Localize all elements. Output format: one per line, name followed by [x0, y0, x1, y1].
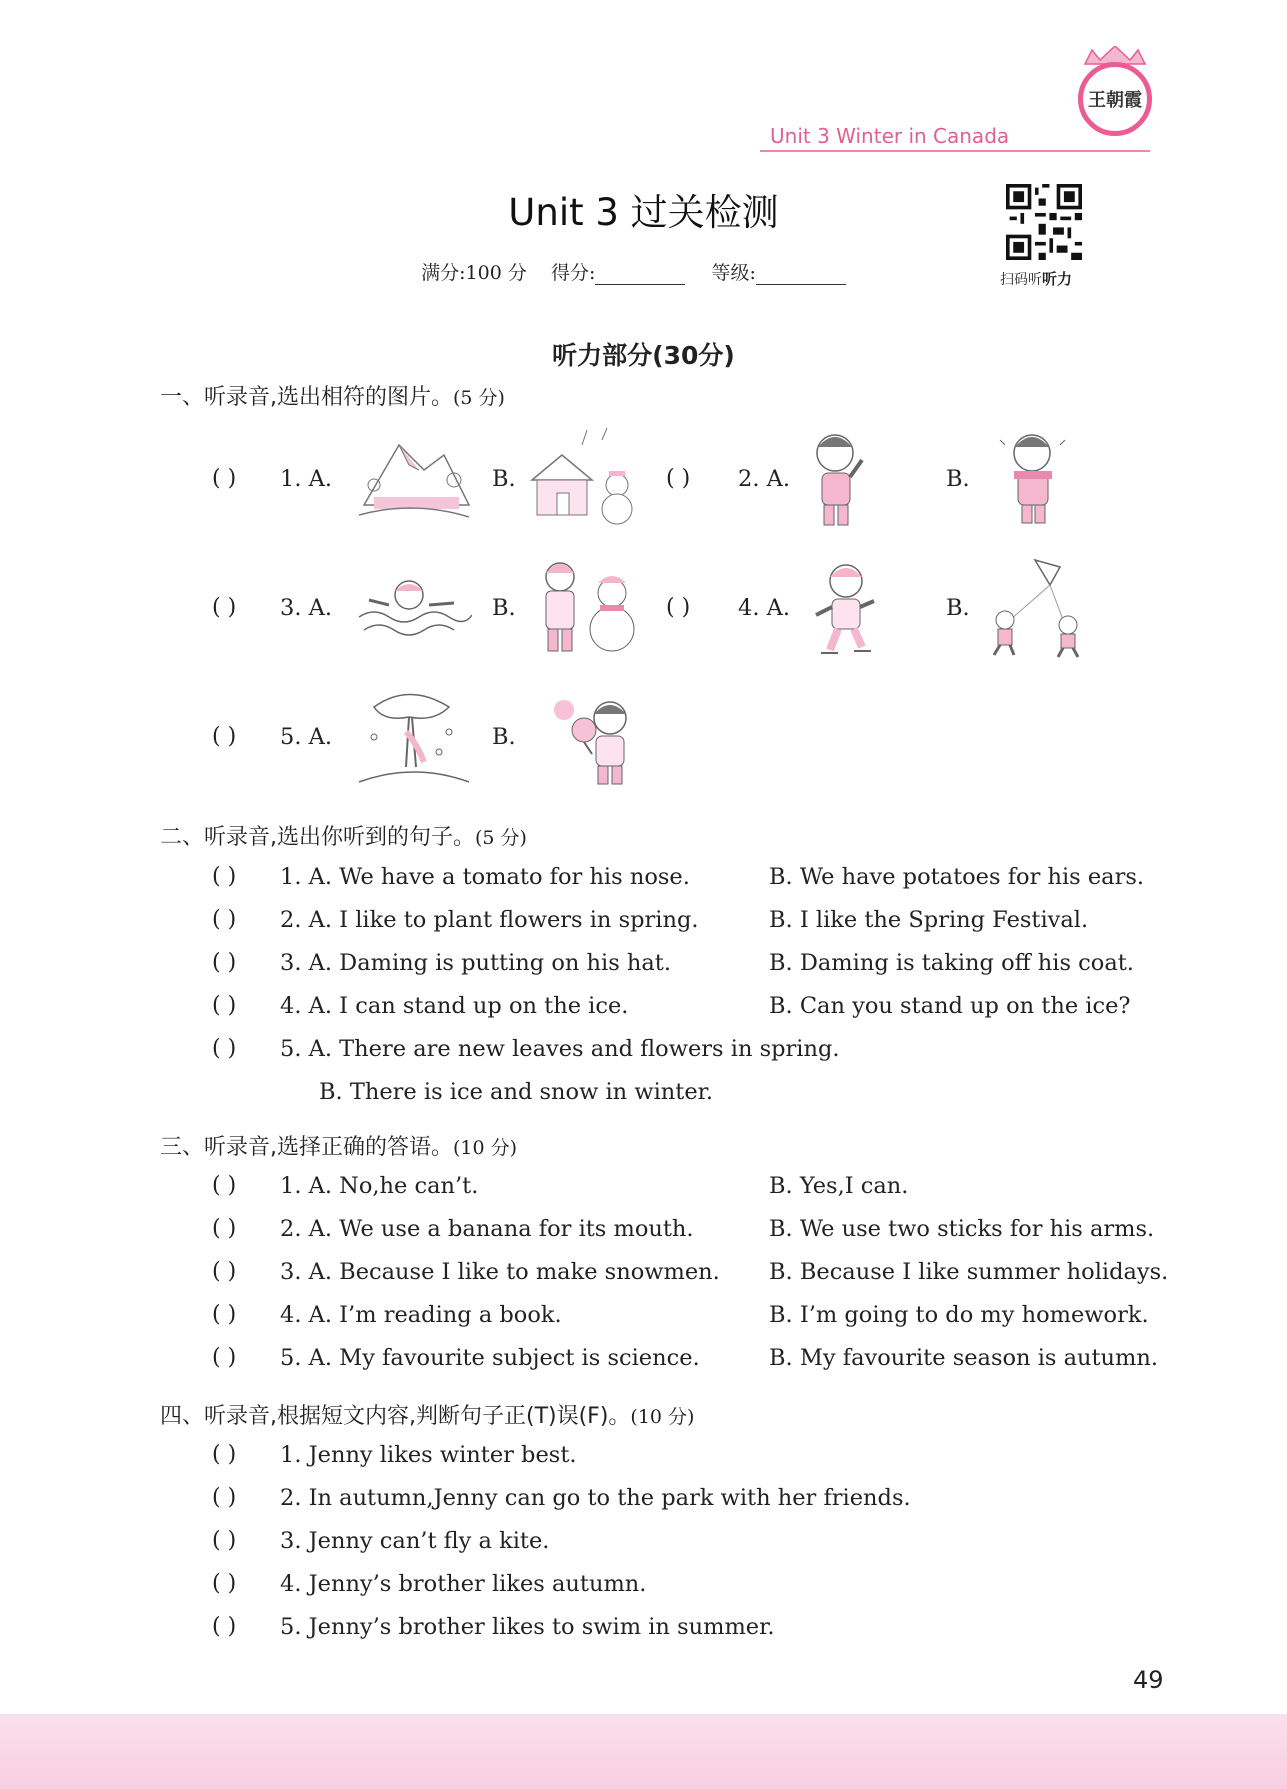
question-option-b: B. Daming is taking off his coat.: [769, 950, 1134, 976]
question-option-a: 4. A. I’m reading a book.: [280, 1302, 562, 1328]
unit-header: Unit 3 Winter in Canada: [770, 124, 1010, 148]
question-option-b: B. Can you stand up on the ice?: [769, 993, 1131, 1019]
section-4-heading: [160, 1399, 694, 1430]
answer-paren[interactable]: ( ): [212, 1302, 237, 1327]
answer-paren[interactable]: ( ): [212, 1036, 237, 1061]
section-heading-text: 二、听录音,选出你听到的句子。: [160, 825, 475, 850]
question-option-b: B. Because I like summer holidays.: [769, 1259, 1169, 1285]
question-option-a: 5. Jenny’s brother likes to swim in summer.: [280, 1614, 775, 1640]
section-heading-text: 四、听录音,根据短文内容,判断句子正(T)误(F)。: [160, 1404, 631, 1429]
answer-paren[interactable]: ( ): [666, 595, 691, 620]
footer-band: [0, 1714, 1287, 1789]
score-blank: [595, 264, 685, 285]
score-row: [0, 258, 1287, 285]
option-b-label: B.: [492, 595, 516, 621]
score-label: 得分:: [551, 262, 596, 284]
question-option-a: 3. Jenny can’t fly a kite.: [280, 1528, 550, 1554]
answer-paren[interactable]: ( ): [212, 466, 237, 491]
children-flying-kite-picture[interactable]: [980, 555, 1098, 660]
question-option-b: B. My favourite season is autumn.: [769, 1345, 1159, 1371]
question-option-a: 4. Jenny’s brother likes autumn.: [280, 1571, 647, 1597]
question-option-b: B. Yes,I can.: [769, 1173, 909, 1199]
question-option-a: 2. A. We use a banana for its mouth.: [280, 1216, 694, 1242]
question-option-b: B. We use two sticks for his arms.: [769, 1216, 1155, 1242]
part-title: 听力部分(30分): [552, 341, 735, 370]
boy-cold-scarf-picture[interactable]: [980, 425, 1098, 530]
question-number: 4. A.: [738, 595, 791, 621]
section-1-heading: [160, 380, 505, 411]
section-points: (5 分): [475, 827, 527, 849]
answer-paren[interactable]: ( ): [212, 1442, 237, 1467]
snowy-house-snowman-picture[interactable]: [522, 425, 640, 530]
question-option-a: 1. Jenny likes winter best.: [280, 1442, 577, 1468]
question-number: 1. A.: [280, 466, 333, 492]
girl-skating-picture[interactable]: [806, 555, 924, 660]
answer-paren[interactable]: ( ): [212, 1173, 237, 1198]
question-option-b: B. There is ice and snow in winter.: [319, 1079, 714, 1105]
section-points: (10 分): [630, 1406, 695, 1428]
answer-paren[interactable]: ( ): [212, 950, 237, 975]
section-points: (10 分): [453, 1137, 518, 1159]
option-b-label: B.: [492, 724, 516, 750]
question-number: 2. A.: [738, 466, 791, 492]
logo-text: 王朝霞: [1088, 90, 1142, 111]
boy-with-fan-sun-picture[interactable]: [540, 688, 658, 793]
question-option-b: B. I like the Spring Festival.: [769, 907, 1089, 933]
question-option-a: 3. A. Because I like to make snowmen.: [280, 1259, 720, 1285]
answer-paren[interactable]: ( ): [212, 595, 237, 620]
question-option-a: 2. A. I like to plant flowers in spring.: [280, 907, 699, 933]
answer-paren[interactable]: ( ): [212, 1571, 237, 1596]
option-b-label: B.: [946, 466, 970, 492]
question-option-b: B. We have potatoes for his ears.: [769, 864, 1145, 890]
grade-label: 等级:: [711, 262, 756, 284]
header-divider: [760, 150, 1150, 152]
answer-paren[interactable]: ( ): [212, 907, 237, 932]
question-option-a: 1. A. No,he can’t.: [280, 1173, 479, 1199]
question-option-a: 2. In autumn,Jenny can go to the park with her friends.: [280, 1485, 911, 1511]
publisher-logo: [1078, 62, 1152, 136]
answer-paren[interactable]: ( ): [212, 993, 237, 1018]
full-score-label: 满分:100 分: [421, 262, 527, 284]
answer-paren[interactable]: ( ): [212, 1614, 237, 1639]
question-number: 3. A.: [280, 595, 333, 621]
answer-paren[interactable]: ( ): [212, 1345, 237, 1370]
question-number: 5. A.: [280, 724, 333, 750]
answer-paren[interactable]: ( ): [212, 1528, 237, 1553]
answer-paren[interactable]: ( ): [212, 1259, 237, 1284]
option-b-label: B.: [946, 595, 970, 621]
boy-waving-picture[interactable]: [800, 425, 918, 530]
tree-falling-leaves-picture[interactable]: [354, 682, 472, 787]
answer-paren[interactable]: ( ): [212, 864, 237, 889]
page-title: Unit 3 过关检测: [508, 191, 779, 234]
answer-paren[interactable]: ( ): [212, 1216, 237, 1241]
question-option-a: 5. A. There are new leaves and flowers in spring.: [280, 1036, 840, 1062]
section-2-heading: [160, 820, 527, 851]
qr-caption-prefix: 扫码听: [1000, 272, 1042, 288]
question-option-a: 1. A. We have a tomato for his nose.: [280, 864, 690, 890]
qr-code-icon[interactable]: [1006, 184, 1082, 260]
qr-caption-bold: 听力: [1042, 270, 1073, 288]
page-number: 49: [1133, 1666, 1164, 1694]
question-option-a: 5. A. My favourite subject is science.: [280, 1345, 700, 1371]
answer-paren[interactable]: ( ): [212, 1485, 237, 1510]
option-b-label: B.: [492, 466, 516, 492]
question-option-a: 3. A. Daming is putting on his hat.: [280, 950, 671, 976]
answer-paren[interactable]: ( ): [666, 466, 691, 491]
answer-paren[interactable]: ( ): [212, 724, 237, 749]
question-option-a: 4. A. I can stand up on the ice.: [280, 993, 629, 1019]
mountain-landscape-picture[interactable]: [354, 425, 472, 530]
section-3-heading: [160, 1130, 517, 1161]
grade-blank: [756, 264, 846, 285]
child-building-snowman-picture[interactable]: [530, 555, 648, 660]
question-option-b: B. I’m going to do my homework.: [769, 1302, 1149, 1328]
swimmer-picture[interactable]: [354, 555, 472, 660]
section-points: (5 分): [453, 387, 505, 409]
section-heading-text: 三、听录音,选择正确的答语。: [160, 1135, 453, 1160]
section-heading-text: 一、听录音,选出相符的图片。: [160, 385, 453, 410]
qr-caption: [1000, 268, 1072, 289]
